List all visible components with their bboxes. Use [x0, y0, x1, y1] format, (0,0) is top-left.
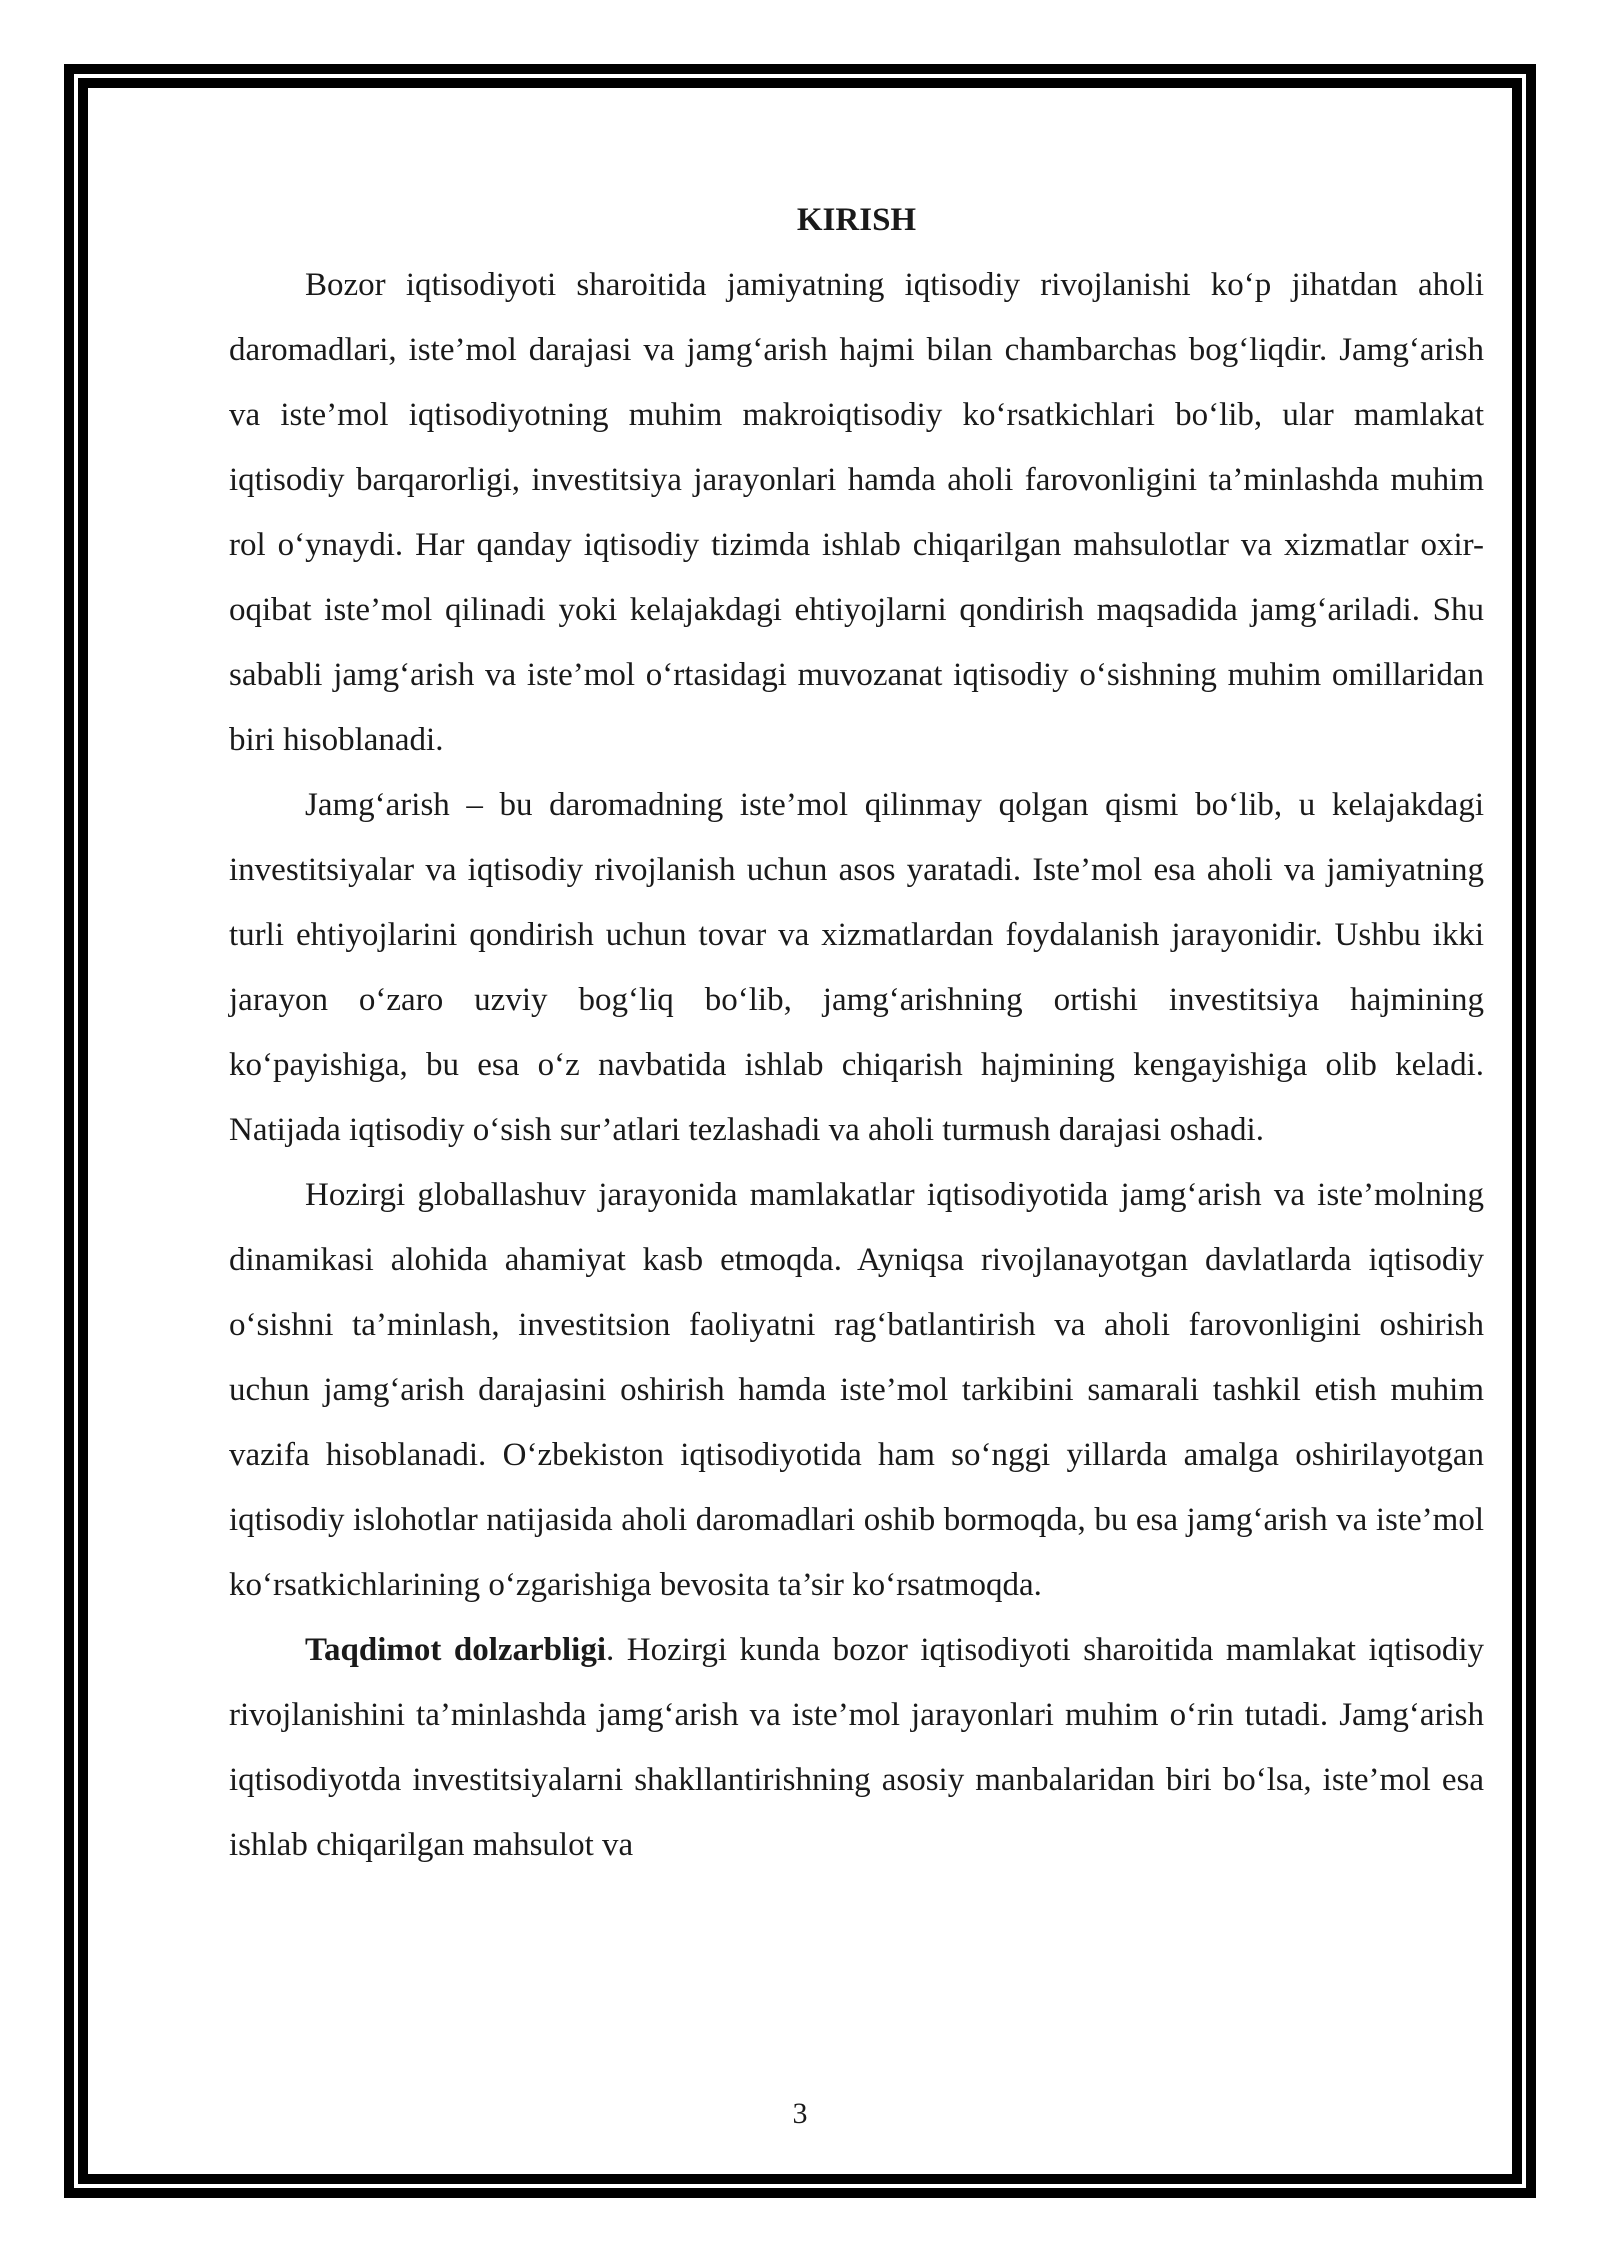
page-number: 3	[792, 2097, 808, 2130]
section-heading: KIRISH	[796, 202, 917, 238]
paragraph-3: Hozirgi globallashuv jarayonida mamlakatlar iqtisodiyotida jamg‘arish va iste’molning dinamikasi alohida ahamiyat kasb etmoqda. Ayniqsa rivojlanayotgan davlatlarda iqtisodiy o‘sishni ta’minlash, investitsion faoliyatni rag‘batlantirish va aholi farovonligini oshirish uchun jamg‘arish darajasini oshirish hamda iste’mol tarkibini samarali tashkil etish muhim vazifa hisoblanadi. O‘zbekiston iqtisodiyotida ham so‘nggi yillarda amalga oshirilayotgan iqtisodiy islohotlar natijasida aholi daromadlari oshib bormoqda, bu esa jamg‘arish va iste’mol ko‘rsatkichlarining o‘zgarishiga bevosita ta’sir ko‘rsatmoqda.	[229, 1177, 1484, 1603]
paragraph-4-text: . Hozirgi kunda bozor iqtisodiyoti sharoitida mamlakat iqtisodiy rivojlanishini ta’minlashda jamg‘arish va iste’mol jarayonlari muhim o‘rin tutadi. Jamg‘arish iqtisodiyotda investitsiyalarni shakllantirishning asosiy manbalaridan biri bo‘lsa, iste’mol esa ishlab chiqarilgan mahsulot va	[229, 1632, 1484, 1863]
page-body	[229, 188, 1484, 1878]
paragraph-2: Jamg‘arish – bu daromadning iste’mol qilinmay qolgan qismi bo‘lib, u kelajakdagi investitsiyalar va iqtisodiy rivojlanish uchun asos yaratadi. Iste’mol esa aholi va jamiyatning turli ehtiyojlarini qondirish uchun tovar va xizmatlardan foydalanish jarayonidir. Ushbu ikki jarayon o‘zaro uzviy bog‘liq bo‘lib, jamg‘arishning ortishi investitsiya hajmining ko‘payishiga, bu esa o‘z navbatida ishlab chiqarish hajmining kengayishiga olib keladi. Natijada iqtisodiy o‘sish sur’atlari tezlashadi va aholi turmush darajasi oshadi.	[229, 787, 1484, 1148]
paragraph-4-lead: Taqdimot dolzarbligi	[305, 1632, 607, 1668]
paragraph-4	[229, 1618, 1484, 1878]
paragraph-1: Bozor iqtisodiyoti sharoitida jamiyatning iqtisodiy rivojlanishi ko‘p jihatdan aholi daromadlari, iste’mol darajasi va jamg‘arish hajmi bilan chambarchas bog‘liqdir. Jamg‘arish va iste’mol iqtisodiyotning muhim makroiqtisodiy ko‘rsatkichlari bo‘lib, ular mamlakat iqtisodiy barqarorligi, investitsiya jarayonlari hamda aholi farovonligini ta’minlashda muhim rol o‘ynaydi. Har qanday iqtisodiy tizimda ishlab chiqarilgan mahsulotlar va xizmatlar oxir-oqibat iste’mol qilinadi yoki kelajakdagi ehtiyojlarni qondirish maqsadida jamg‘ariladi. Shu sababli jamg‘arish va iste’mol o‘rtasidagi muvozanat iqtisodiy o‘sishning muhim omillaridan biri hisoblanadi.	[229, 267, 1484, 758]
